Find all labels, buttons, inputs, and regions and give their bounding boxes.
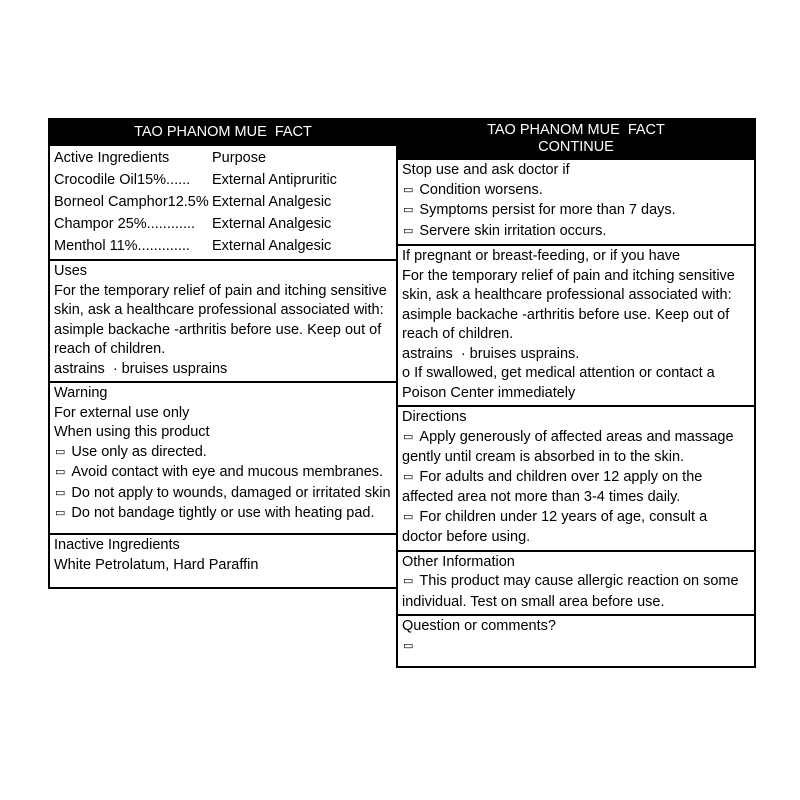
ingredient-row <box>54 213 392 235</box>
bullet-line <box>402 572 750 612</box>
other-information-section <box>396 550 756 617</box>
inactive-ingredients-section <box>48 533 398 589</box>
directions-title: Directions <box>402 409 467 425</box>
ingredient-name: Champor 25%............ <box>54 216 196 232</box>
bullet-text: Do not bandage tightly or use with heating pad. <box>71 505 375 521</box>
uses-strains-line: astrains · bruises usprains <box>54 360 228 377</box>
ingredient-row <box>54 191 392 213</box>
bullet-line <box>402 222 750 243</box>
bullet-line <box>402 637 750 658</box>
purpose-column-header: Purpose <box>212 150 267 166</box>
checkbox-bullet-icon: ▭ <box>403 430 414 443</box>
pregnant-strains-line: astrains · bruises usprains. <box>402 345 580 362</box>
ingredient-purpose: External Analgesic <box>212 238 332 254</box>
checkbox-bullet-icon: ▭ <box>55 507 66 519</box>
checkbox-bullet-icon: ▭ <box>403 639 414 652</box>
bullet-text: Do not apply to wounds, damaged or irritated skin <box>71 484 391 501</box>
warning-title: Warning <box>54 385 108 401</box>
checkbox-bullet-icon: ▭ <box>403 224 414 237</box>
bullet-line <box>54 463 392 484</box>
ingredient-row <box>54 169 392 191</box>
right-panel-title: TAO PHANOM MUE FACT <box>487 122 665 138</box>
inactive-body: White Petrolatum, Hard Paraffin <box>54 556 259 573</box>
bullet-line <box>54 504 392 525</box>
uses-title: Uses <box>54 263 88 279</box>
bullet-text: Use only as directed. <box>71 443 207 460</box>
warning-line: When using this product <box>54 424 210 440</box>
warning-line: For external use only <box>54 404 190 421</box>
right-panel-header <box>396 118 756 160</box>
ingredient-purpose: External Antipruritic <box>212 172 337 188</box>
left-panel <box>48 118 398 589</box>
pregnant-swallowed-line: o If swallowed, get medical attention or contact a Poison Center immediately <box>402 365 715 401</box>
bullet-line <box>402 508 750 548</box>
ingredient-purpose: External Analgesic <box>212 194 332 210</box>
directions-section <box>396 405 756 552</box>
pregnant-warning-section <box>396 244 756 407</box>
bullet-line <box>402 428 750 468</box>
left-panel-title: TAO PHANOM MUE FACT <box>134 124 312 140</box>
checkbox-bullet-icon: ▭ <box>403 470 414 483</box>
ingredient-purpose: External Analgesic <box>212 216 332 232</box>
ingredient-column-header: Active Ingredients <box>54 150 170 166</box>
bullet-text: Condition worsens. <box>419 181 543 198</box>
pregnant-body: For the temporary relief of pain and itching sensitive skin, ask a healthcare professional associated with: asimple backache -arthritis before use. Keep out of reach of children. <box>402 267 735 342</box>
bullet-text: For adults and children over 12 apply on the affected area not more than 3-4 times daily. <box>402 468 703 505</box>
bullet-line <box>402 468 750 508</box>
pregnant-title: If pregnant or breast-feeding, or if you have <box>402 248 681 264</box>
bullet-text: Symptoms persist for more than 7 days. <box>419 202 676 218</box>
other-information-title: Other Information <box>402 553 515 570</box>
uses-section <box>48 259 398 383</box>
left-panel-header <box>48 118 398 146</box>
ingredient-name: Crocodile Oil15%...... <box>54 172 191 188</box>
bullet-line <box>402 201 750 222</box>
bullet-text: This product may cause allergic reaction on some individual. Test on small area before use. <box>402 573 739 610</box>
inactive-title: Inactive Ingredients <box>54 537 180 553</box>
bullet-text: Avoid contact with eye and mucous membranes. <box>71 464 384 480</box>
ingredient-header-row <box>54 147 392 169</box>
checkbox-bullet-icon: ▭ <box>55 445 66 458</box>
bullet-line <box>402 181 750 202</box>
bullet-line <box>54 443 392 464</box>
right-panel-subtitle: CONTINUE <box>538 139 614 155</box>
right-panel <box>396 118 756 668</box>
stop-use-section <box>396 158 756 246</box>
ingredient-name: Menthol 11%............. <box>54 238 190 254</box>
active-ingredients-section <box>48 144 398 261</box>
bullet-text: Servere skin irritation occurs. <box>419 222 607 239</box>
checkbox-bullet-icon: ▭ <box>55 466 66 478</box>
checkbox-bullet-icon: ▭ <box>403 575 414 587</box>
checkbox-bullet-icon: ▭ <box>403 204 414 216</box>
uses-body: For the temporary relief of pain and itching sensitive skin, ask a healthcare professional associated with: asimple backache -arthritis before use. Keep out of reach of children. <box>54 282 387 357</box>
questions-title: Question or comments? <box>402 618 556 634</box>
checkbox-bullet-icon: ▭ <box>403 510 414 523</box>
checkbox-bullet-icon: ▭ <box>403 183 414 196</box>
questions-section <box>396 614 756 668</box>
bullet-text: For children under 12 years of age, consult a doctor before using. <box>402 508 708 545</box>
bullet-line <box>54 484 392 505</box>
ingredient-name: Borneol Camphor12.5% <box>54 194 209 210</box>
ingredient-row <box>54 235 392 257</box>
warning-section <box>48 381 398 535</box>
stop-use-title: Stop use and ask doctor if <box>402 162 570 178</box>
bullet-text: Apply generously of affected areas and massage gently until cream is absorbed in to the skin. <box>402 428 734 465</box>
checkbox-bullet-icon: ▭ <box>55 486 66 499</box>
